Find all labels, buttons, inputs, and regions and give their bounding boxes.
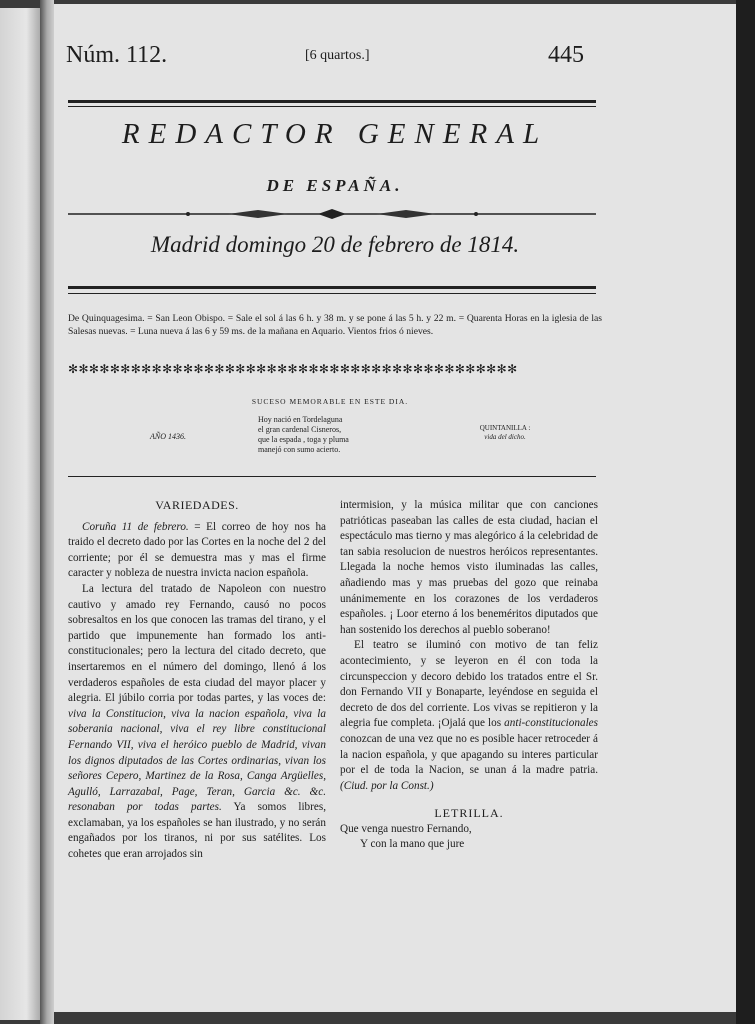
column-right (340, 498, 598, 853)
binding-fold (40, 0, 54, 1024)
memorable-attribution (465, 424, 545, 442)
memorable-line: el gran cardenal Cisneros, (258, 425, 342, 434)
section-title: VARIEDADES. (155, 498, 239, 512)
article-dateline: Coruña 11 de febrero. (82, 520, 189, 533)
poem-title: LETRILLA. (434, 806, 504, 821)
memorable-line: manejó con sumo acierto. (258, 445, 341, 454)
memorable-source: vida del dicho. (484, 433, 526, 441)
masthead-title: REDACTOR GENERAL (121, 118, 549, 150)
rule-top-thin (68, 106, 596, 107)
article-paragraph: El teatro se iluminó con motivo de tan feliz acontecimiento, y se leyeron en él con toda la circunspeccion y decoro debido los tratados entre el Sr. don Fernando VII y Bonaparte, leyéndose en seguida el decreto de dos del corriente. Los vivas se repitieron y la alegria fue completa. ¡Ojalá que los anti-constitucionales conozcan de una vez que no es posible hacer retroceder á la nacion española, y que apagando su interes particular por el de toda la Nacion, se unan á la madre patria. (Ciud. por la Const.) (340, 639, 598, 792)
article-paragraph: intermision, y la música militar que con canciones patrióticas paseaban las calles de esta ciudad, hacian el espectáculo mas tierno y mas alegórico á la celebridad de tan sabia resolucion de nuestros heróicos representantes. Llegada la noche hemos visto iluminadas las calles, añadiendo mas y mas pruebas del gozo que reinaba unánimemente en los corazones de los verdaderos españoles. ¡ Loor eterno á los beneméritos diputados que han sostenido los derechos al pueblo soberano! (340, 499, 598, 636)
memorable-verse (258, 415, 408, 455)
memorable-author: QUINTANILLA : (479, 424, 531, 432)
memorable-year: AÑO 1436. (150, 432, 186, 441)
issue-number: Núm. 112. (66, 42, 168, 68)
rule-section (68, 476, 596, 477)
article-paragraph: La lectura del tratado de Napoleon con nuestro cautivo y amado rey Fernando, causó no pocos sobresaltos en los que conocen las tramas del tirano, y el partido que impunemente han formado los anti-constitucionales; pero la lectura del citado decreto, que insertaremos en el número del domingo, llenó á los verdaderos españoles de esta ciudad del mayor placer y alegria. El júbilo corria por todas partes, y las voces de: viva la Constitucion, viva la nacion española, viva la soberania nacional, viva el rey libre constitucional Fernando VII, viva el heróico pueblo de Madrid, vivan los dignos diputados de las Cortes ordinarias, vivan los señores Cepero, Martinez de la Rosa, Canga Argüelles, Agulló, Larrazabal, Page, Teran, Garcia &c. &c. resonaban por todas partes. Ya somos libres, exclamaban, ya los españoles se han ilustrado, y no serán engañados por los tiranos, ni por sus satélites. Los cohetes que eran arrojados sin (68, 582, 326, 861)
previous-page-edge (0, 8, 44, 1020)
issue-price: [6 quartos.] (305, 48, 370, 63)
almanac-text: De Quinquagesima. = San Leon Obispo. = Sale el sol á las 6 h. y 38 m. y se pone á las 5 h. y 22 m. = Quarenta Horas en la iglesia de las Salesas nuevas. = Luna nueva á las 6 y 59 ms. de la mañana en Aquario. Vientos frios ó nieves. (68, 313, 602, 337)
masthead-subtitle: DE ESPAÑA. (266, 176, 404, 195)
memorable-title: SUCESO MEMORABLE EN ESTE DIA. (251, 397, 409, 406)
page-number: 445 (548, 42, 584, 68)
dateline: Madrid domingo 20 de febrero de 1814. (150, 232, 520, 257)
ornamental-rule (68, 209, 596, 219)
scan-right-edge (736, 0, 755, 1024)
memorable-line: que la espada , toga y pluma (258, 435, 349, 444)
star-separator: ✻✻✻✻✻✻✻✻✻✻✻✻✻✻✻✻✻✻✻✻✻✻✻✻✻✻✻✻✻✻✻✻✻✻✻✻✻✻✻✻✻✻✻ (68, 362, 518, 376)
column-left (68, 498, 326, 863)
poem-verse: Que venga nuestro Fernando, (340, 822, 472, 835)
memorable-line: Hoy nació en Tordelaguna (258, 415, 343, 424)
rule-top (68, 100, 596, 103)
rule-mid (68, 286, 596, 289)
article-paragraph: Coruña 11 de febrero. = El correo de hoy nos ha traido el decreto dado por las Cortes en la noche del 2 del corriente; por él se demuestra mas y mas el firme caracter y nobleza de nuestra invicta nacion española. (68, 520, 326, 580)
poem-verse: Y con la mano que jure (360, 838, 465, 851)
rule-mid-thin (68, 293, 596, 294)
